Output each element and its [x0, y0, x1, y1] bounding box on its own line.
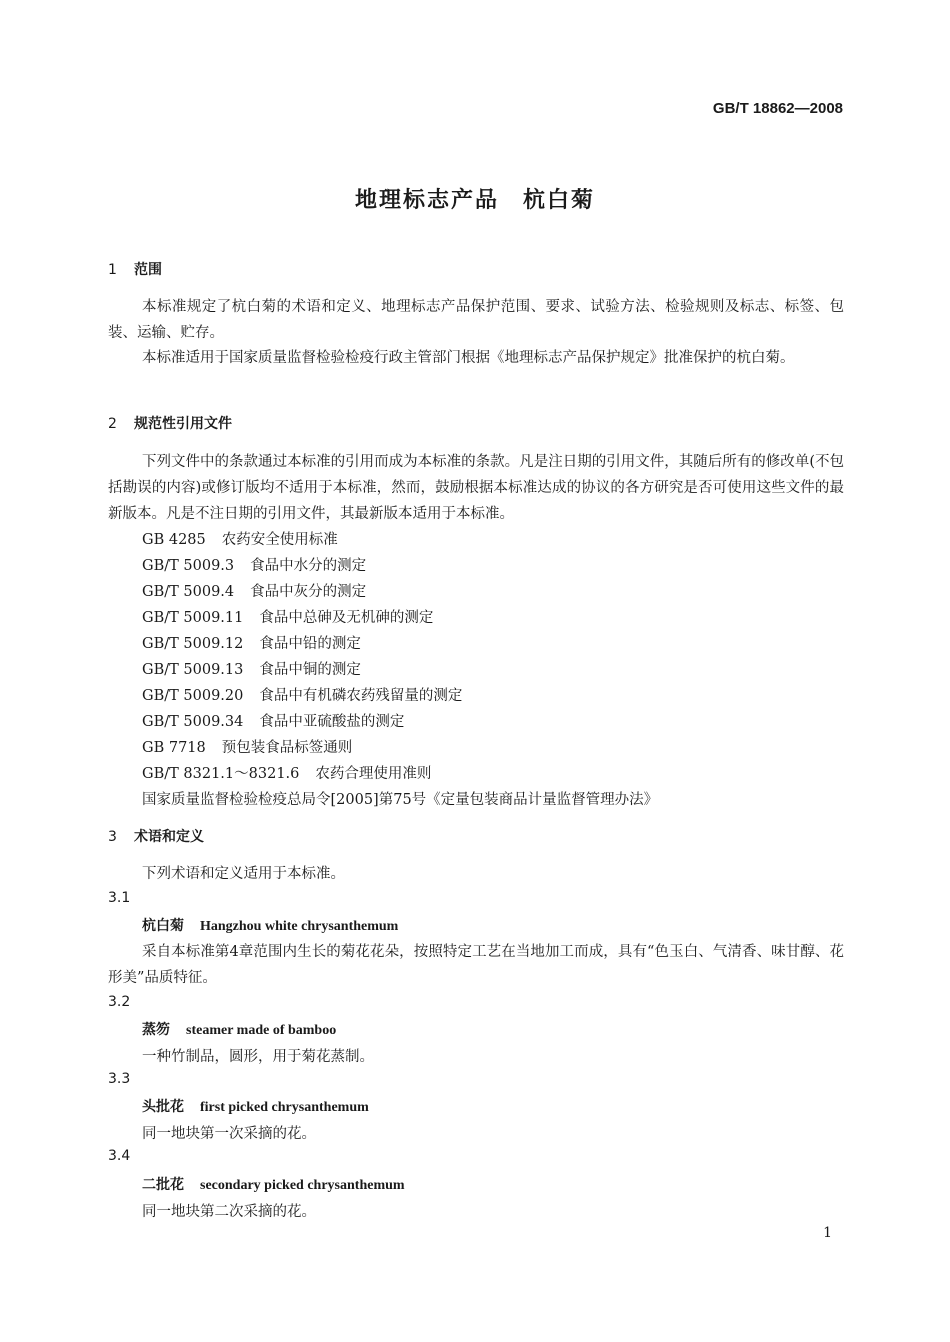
term-definition: 一种竹制品，圆形，用于菊花蒸制。 — [142, 1049, 374, 1065]
term-number: 3.1 — [108, 890, 131, 906]
section-number: 1 — [108, 262, 117, 278]
term-heading — [142, 1096, 369, 1116]
reference-name: 食品中亚硫酸盐的测定 — [259, 714, 405, 730]
scope-paragraph-2: 本标准适用于国家质量监督检验检疫行政主管部门根据《地理标志产品保护规定》批准保护的杭白菊。 — [142, 350, 795, 366]
term-en: steamer made of bamboo — [186, 1023, 337, 1038]
section-heading-terms — [108, 826, 204, 846]
term-zh: 头批花 — [142, 1099, 184, 1115]
reference-item — [142, 684, 462, 705]
scope-paragraph-1: 本标准规定了杭白菊的术语和定义、地理标志产品保护范围、要求、试验方法、检验规则及标志、标签、包装、运输、贮存。 — [108, 299, 844, 341]
term-number: 3.4 — [108, 1148, 131, 1164]
term-heading — [142, 1174, 405, 1194]
term-definition: 同一地块第一次采摘的花。 — [142, 1126, 316, 1142]
reference-code: GB 4285 — [142, 532, 206, 548]
reference-name: 食品中水分的测定 — [250, 558, 367, 574]
page-number: 1 — [823, 1225, 832, 1241]
term-en: secondary picked chrysanthemum — [200, 1178, 405, 1193]
reference-code: GB 7718 — [142, 740, 206, 756]
term-en: first picked chrysanthemum — [200, 1100, 369, 1115]
reference-name: 农药安全使用标准 — [221, 532, 338, 548]
reference-item-regulation: 国家质量监督检验检疫总局令[2005]第75号《定量包装商品计量监督管理办法》 — [142, 792, 659, 808]
reference-code: GB/T 5009.13 — [142, 662, 244, 678]
term-number: 3.3 — [108, 1071, 131, 1087]
reference-item — [142, 528, 338, 549]
reference-name: 食品中铅的测定 — [259, 636, 361, 652]
reference-code: GB/T 5009.34 — [142, 714, 244, 730]
reference-code: GB/T 5009.3 — [142, 558, 235, 574]
reference-item — [142, 736, 352, 757]
term-heading — [142, 1019, 336, 1039]
reference-item — [142, 658, 361, 679]
reference-item — [142, 710, 404, 731]
reference-code: GB/T 5009.20 — [142, 688, 244, 704]
section-title: 范围 — [134, 262, 162, 278]
document-title: 地理标志产品 杭白菊 — [354, 188, 595, 213]
term-heading — [142, 915, 398, 935]
reference-name: 预包装食品标签通则 — [221, 740, 353, 756]
reference-name: 食品中铜的测定 — [259, 662, 361, 678]
reference-item — [142, 762, 431, 783]
section-title: 术语和定义 — [134, 829, 204, 845]
section-number: 2 — [108, 416, 117, 432]
reference-item — [142, 554, 366, 575]
term-en: Hangzhou white chrysanthemum — [200, 919, 399, 934]
reference-name: 食品中总砷及无机砷的测定 — [259, 610, 434, 626]
term-zh: 杭白菊 — [142, 918, 184, 934]
term-zh: 蒸笏 — [142, 1022, 170, 1038]
reference-code: GB/T 8321.1～8321.6 — [142, 766, 300, 782]
standard-code: GB/T 18862—2008 — [712, 100, 843, 117]
section-heading-normative-refs — [108, 413, 232, 433]
section-heading-scope — [108, 259, 162, 279]
reference-item — [142, 606, 433, 627]
reference-name: 食品中有机磷农药残留量的测定 — [259, 688, 463, 704]
reference-item — [142, 632, 361, 653]
normative-refs-intro: 下列文件中的条款通过本标准的引用而成为本标准的条款。凡是注日期的引用文件，其随后所有的修改单(不包括勘误的内容)或修订版均不适用于本标准，然而，鼓励根据本标准达成的协议的各方研究是否可使用这些文件的最新版本。凡是不注日期的引用文件，其最新版本适用于本标准。 — [108, 454, 844, 522]
reference-code: GB/T 5009.4 — [142, 584, 235, 600]
term-number: 3.2 — [108, 994, 131, 1010]
reference-name: 农药合理使用准则 — [315, 766, 432, 782]
reference-code: GB/T 5009.11 — [142, 610, 244, 626]
term-definition: 同一地块第二次采摘的花。 — [142, 1204, 316, 1220]
section-number: 3 — [108, 829, 117, 845]
reference-item — [142, 580, 366, 601]
terms-intro: 下列术语和定义适用于本标准。 — [142, 866, 345, 882]
section-title: 规范性引用文件 — [134, 416, 232, 432]
reference-name: 食品中灰分的测定 — [250, 584, 367, 600]
term-definition: 采自本标准第4章范围内生长的菊花花朵，按照特定工艺在当地加工而成，具有“色玉白、气清香、味甘醇、花形美”品质特征。 — [108, 944, 844, 986]
term-zh: 二批花 — [142, 1177, 184, 1193]
reference-code: GB/T 5009.12 — [142, 636, 244, 652]
